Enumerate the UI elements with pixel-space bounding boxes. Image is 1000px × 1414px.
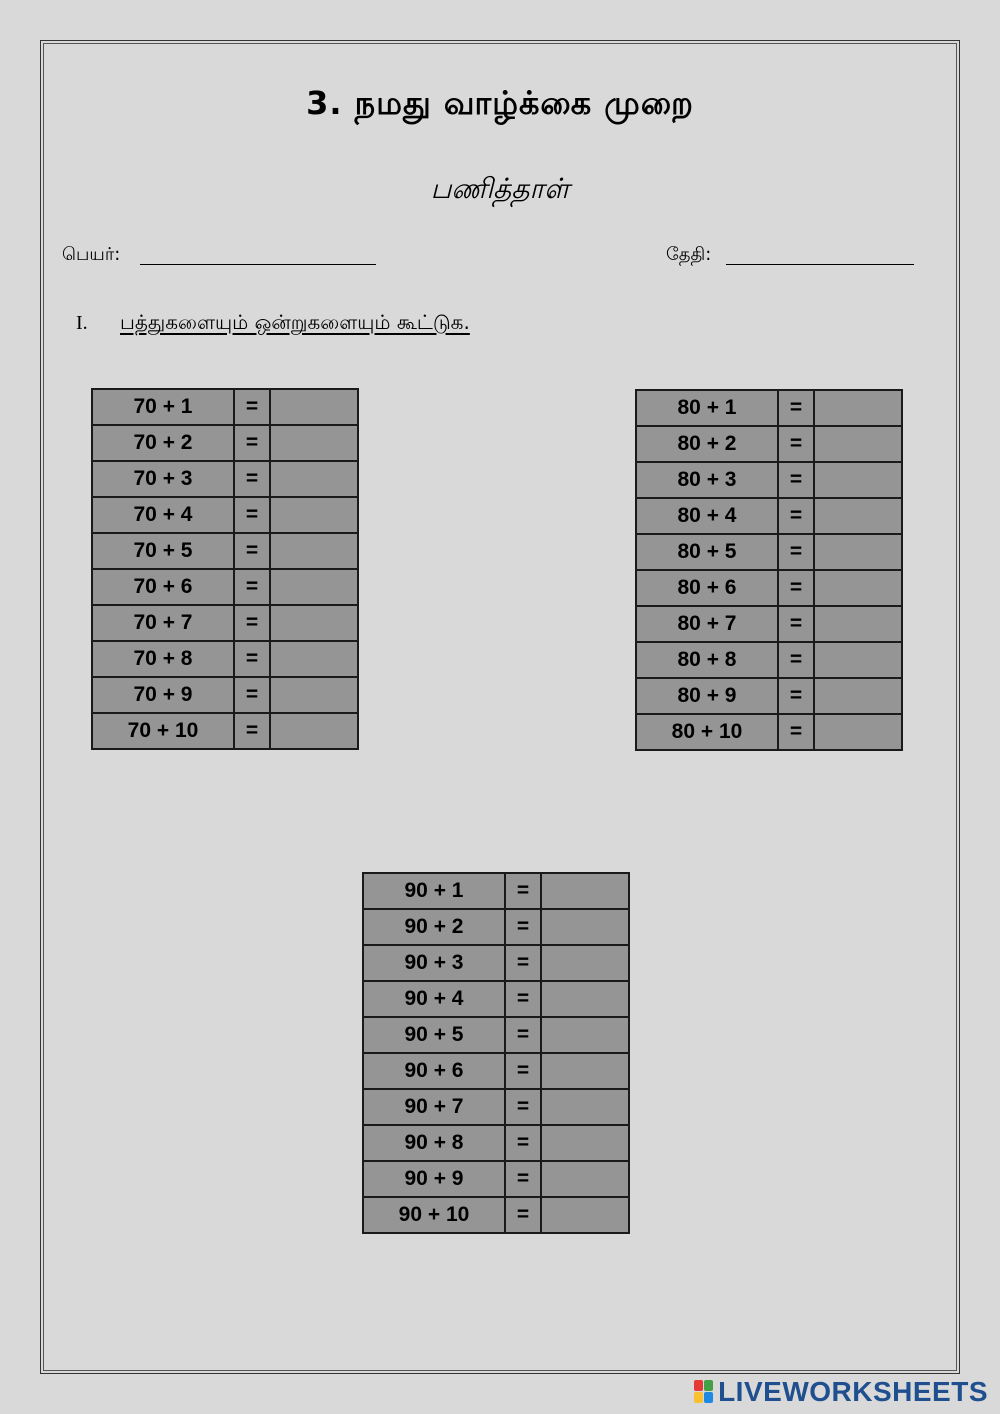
equals-sign: = xyxy=(234,713,270,749)
addition-expression: 90 + 2 xyxy=(363,909,505,945)
equals-sign: = xyxy=(778,606,814,642)
table-row xyxy=(92,389,358,425)
addition-expression: 80 + 10 xyxy=(636,714,778,750)
equals-sign: = xyxy=(234,533,270,569)
table-row xyxy=(92,605,358,641)
table-row xyxy=(92,641,358,677)
addition-expression: 80 + 2 xyxy=(636,426,778,462)
table-row xyxy=(92,533,358,569)
answer-input[interactable] xyxy=(541,1017,629,1053)
table-row xyxy=(636,678,902,714)
equals-sign: = xyxy=(234,569,270,605)
addition-expression: 90 + 1 xyxy=(363,873,505,909)
addition-table-70 xyxy=(91,388,359,750)
addition-expression: 70 + 8 xyxy=(92,641,234,677)
table-row xyxy=(636,498,902,534)
answer-input[interactable] xyxy=(270,641,358,677)
addition-table-80 xyxy=(635,389,903,751)
equals-sign: = xyxy=(234,389,270,425)
liveworksheets-text: LIVEWORKSHEETS xyxy=(718,1376,988,1407)
addition-expression: 70 + 7 xyxy=(92,605,234,641)
equals-sign: = xyxy=(505,873,541,909)
answer-input[interactable] xyxy=(541,1089,629,1125)
answer-input[interactable] xyxy=(814,462,902,498)
liveworksheets-logo-icon xyxy=(694,1380,714,1404)
equals-sign: = xyxy=(778,462,814,498)
addition-expression: 80 + 5 xyxy=(636,534,778,570)
table-row xyxy=(636,642,902,678)
answer-input[interactable] xyxy=(270,497,358,533)
equals-sign: = xyxy=(505,945,541,981)
name-label: பெயர்: xyxy=(62,244,121,265)
answer-input[interactable] xyxy=(541,981,629,1017)
equals-sign: = xyxy=(778,570,814,606)
table-row xyxy=(363,1161,629,1197)
answer-input[interactable] xyxy=(814,606,902,642)
addition-expression: 70 + 3 xyxy=(92,461,234,497)
answer-input[interactable] xyxy=(814,534,902,570)
addition-expression: 70 + 1 xyxy=(92,389,234,425)
answer-input[interactable] xyxy=(541,1125,629,1161)
liveworksheets-brand xyxy=(694,1376,988,1408)
answer-input[interactable] xyxy=(814,390,902,426)
table-row xyxy=(92,569,358,605)
table-row xyxy=(92,461,358,497)
table-row xyxy=(363,1017,629,1053)
equals-sign: = xyxy=(234,461,270,497)
table-row xyxy=(92,713,358,749)
equals-sign: = xyxy=(505,981,541,1017)
table-row xyxy=(363,945,629,981)
table-row xyxy=(636,534,902,570)
table-row xyxy=(363,1197,629,1233)
name-field[interactable] xyxy=(140,264,376,265)
addition-expression: 90 + 6 xyxy=(363,1053,505,1089)
addition-expression: 70 + 10 xyxy=(92,713,234,749)
addition-expression: 80 + 7 xyxy=(636,606,778,642)
table-row xyxy=(636,390,902,426)
equals-sign: = xyxy=(234,605,270,641)
equals-sign: = xyxy=(505,1161,541,1197)
table-row xyxy=(92,497,358,533)
answer-input[interactable] xyxy=(814,570,902,606)
addition-expression: 80 + 6 xyxy=(636,570,778,606)
addition-table-90 xyxy=(362,872,630,1234)
answer-input[interactable] xyxy=(541,909,629,945)
equals-sign: = xyxy=(778,534,814,570)
answer-input[interactable] xyxy=(541,1053,629,1089)
table-row xyxy=(363,909,629,945)
table-row xyxy=(636,462,902,498)
equals-sign: = xyxy=(505,1017,541,1053)
addition-expression: 80 + 3 xyxy=(636,462,778,498)
instruction-number: I. xyxy=(76,312,88,334)
answer-input[interactable] xyxy=(814,678,902,714)
answer-input[interactable] xyxy=(541,1161,629,1197)
equals-sign: = xyxy=(778,642,814,678)
addition-expression: 90 + 10 xyxy=(363,1197,505,1233)
equals-sign: = xyxy=(234,641,270,677)
equals-sign: = xyxy=(778,714,814,750)
table-row xyxy=(636,606,902,642)
addition-expression: 70 + 9 xyxy=(92,677,234,713)
answer-input[interactable] xyxy=(814,426,902,462)
equals-sign: = xyxy=(505,1053,541,1089)
addition-expression: 90 + 7 xyxy=(363,1089,505,1125)
equals-sign: = xyxy=(778,678,814,714)
addition-expression: 90 + 9 xyxy=(363,1161,505,1197)
table-row xyxy=(363,1125,629,1161)
answer-input[interactable] xyxy=(814,498,902,534)
worksheet-title: 3. நமது வாழ்க்கை முறை xyxy=(306,84,694,122)
equals-sign: = xyxy=(234,677,270,713)
addition-expression: 80 + 1 xyxy=(636,390,778,426)
date-label: தேதி: xyxy=(666,244,712,265)
answer-input[interactable] xyxy=(270,389,358,425)
answer-input[interactable] xyxy=(270,461,358,497)
answer-input[interactable] xyxy=(270,533,358,569)
worksheet-subtitle: பணித்தாள் xyxy=(430,172,570,205)
answer-input[interactable] xyxy=(541,873,629,909)
answer-input[interactable] xyxy=(270,569,358,605)
equals-sign: = xyxy=(778,498,814,534)
table-row xyxy=(363,873,629,909)
equals-sign: = xyxy=(778,426,814,462)
table-row xyxy=(636,570,902,606)
answer-input[interactable] xyxy=(270,713,358,749)
answer-input[interactable] xyxy=(541,1197,629,1233)
addition-expression: 80 + 4 xyxy=(636,498,778,534)
equals-sign: = xyxy=(505,1125,541,1161)
answer-input[interactable] xyxy=(814,714,902,750)
addition-expression: 70 + 6 xyxy=(92,569,234,605)
addition-expression: 70 + 5 xyxy=(92,533,234,569)
addition-expression: 80 + 8 xyxy=(636,642,778,678)
table-row xyxy=(363,1089,629,1125)
table-row xyxy=(363,981,629,1017)
addition-expression: 90 + 3 xyxy=(363,945,505,981)
table-row xyxy=(636,426,902,462)
answer-input[interactable] xyxy=(541,945,629,981)
equals-sign: = xyxy=(778,390,814,426)
equals-sign: = xyxy=(505,909,541,945)
addition-expression: 90 + 8 xyxy=(363,1125,505,1161)
addition-expression: 90 + 4 xyxy=(363,981,505,1017)
equals-sign: = xyxy=(234,425,270,461)
addition-expression: 70 + 2 xyxy=(92,425,234,461)
addition-expression: 70 + 4 xyxy=(92,497,234,533)
table-row xyxy=(363,1053,629,1089)
table-row xyxy=(92,425,358,461)
answer-input[interactable] xyxy=(270,605,358,641)
equals-sign: = xyxy=(234,497,270,533)
table-row xyxy=(92,677,358,713)
instruction-text: பத்துகளையும் ஒன்றுகளையும் கூட்டுக. xyxy=(120,310,470,334)
table-row xyxy=(636,714,902,750)
answer-input[interactable] xyxy=(814,642,902,678)
date-field[interactable] xyxy=(726,264,914,265)
equals-sign: = xyxy=(505,1089,541,1125)
addition-expression: 90 + 5 xyxy=(363,1017,505,1053)
answer-input[interactable] xyxy=(270,425,358,461)
addition-expression: 80 + 9 xyxy=(636,678,778,714)
answer-input[interactable] xyxy=(270,677,358,713)
equals-sign: = xyxy=(505,1197,541,1233)
